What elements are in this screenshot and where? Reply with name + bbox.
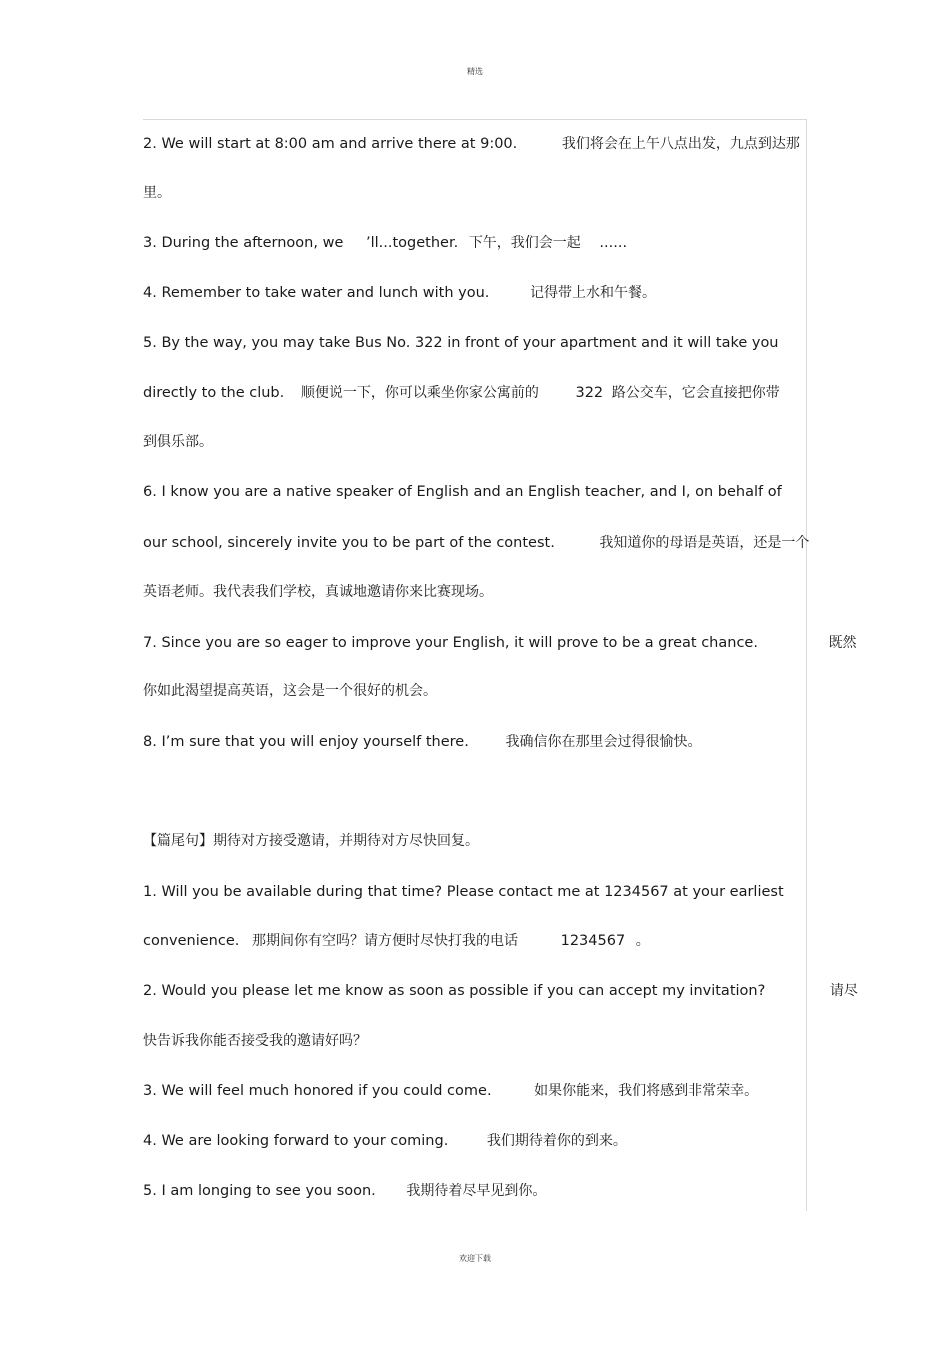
english-text: 3. We will feel much honored if you could come. <box>143 1083 492 1099</box>
route-number: 322 <box>575 385 604 401</box>
english-text: 3. During the afternoon, we <box>143 235 344 251</box>
sentence-line <box>143 135 800 153</box>
chinese-text: 到俱乐部。 <box>143 434 213 450</box>
sentence-line <box>143 534 809 552</box>
chinese-text: 我们将会在上午八点出发，九点到达那 <box>561 136 800 152</box>
page-footer: 欢迎下载 <box>459 1254 491 1263</box>
sentence-line <box>143 433 213 451</box>
sentence-line <box>143 733 701 751</box>
english-text: 4. Remember to take water and lunch with you. <box>143 285 490 301</box>
ellipsis-text: ...... <box>599 235 628 251</box>
sentence-line <box>143 932 650 950</box>
chinese-text: 我确信你在那里会过得很愉快。 <box>505 734 702 750</box>
sentence-line <box>143 1132 627 1150</box>
english-text: 5. I am longing to see you soon. <box>143 1183 376 1199</box>
phone-number: 1234567 <box>560 933 626 949</box>
sentence-line <box>143 384 780 402</box>
chinese-text: 我期待着尽早见到你。 <box>406 1183 547 1199</box>
section-heading <box>143 832 479 850</box>
english-text: directly to the club. <box>143 385 285 401</box>
chinese-text: 记得带上水和午餐。 <box>530 285 657 301</box>
english-text: 6. I know you are a native speaker of English and an English teacher, and I, on behalf of <box>143 484 782 500</box>
chinese-text: 我知道你的母语是英语，还是一个 <box>599 535 810 551</box>
chinese-text: 【篇尾句】期待对方接受邀请，并期待对方尽快回复。 <box>143 833 479 849</box>
english-text: 8. I’m sure that you will enjoy yourself there. <box>143 734 469 750</box>
english-text: 2. We will start at 8:00 am and arrive there at 9:00. <box>143 136 518 152</box>
english-text: 1. Will you be available during that time? Please contact me at 1234567 at your earliest <box>143 884 784 900</box>
sentence-line <box>143 682 437 700</box>
english-text: our school, sincerely invite you to be part of the contest. <box>143 535 555 551</box>
english-text: 2. Would you please let me know as soon as possible if you can accept my invitation? <box>143 983 766 999</box>
sentence-line <box>143 483 782 501</box>
english-text: 4. We are looking forward to your coming. <box>143 1133 449 1149</box>
chinese-text: 路公交车，它会直接把你带 <box>611 385 780 401</box>
chinese-text: 。 <box>635 933 650 949</box>
chinese-text: 那期间你有空吗？请方便时尽快打我的电话 <box>251 933 518 949</box>
english-text: ’ll...together. <box>365 235 459 251</box>
chinese-text: 请尽 <box>829 983 858 999</box>
chinese-text: 里。 <box>143 185 171 201</box>
sentence-line <box>143 1032 367 1050</box>
chinese-text: 如果你能来，我们将感到非常荣幸。 <box>534 1083 759 1099</box>
page-header: 精选 <box>467 67 483 76</box>
frame-border-right <box>806 119 807 1211</box>
chinese-text: 英语老师。我代表我们学校，真诚地邀请你来比赛现场。 <box>143 584 493 600</box>
sentence-line <box>143 184 171 202</box>
chinese-text: 下午，我们会一起 <box>468 235 581 251</box>
sentence-line <box>143 1182 546 1200</box>
chinese-text: 顺便说一下，你可以乘坐你家公寓前的 <box>300 385 539 401</box>
sentence-line <box>143 284 656 302</box>
sentence-line <box>143 1082 758 1100</box>
chinese-text: 我们期待着你的到来。 <box>486 1133 627 1149</box>
chinese-text: 既然 <box>828 635 857 651</box>
english-text: 5. By the way, you may take Bus No. 322 in front of your apartment and it will take you <box>143 335 779 351</box>
sentence-line <box>143 583 493 601</box>
sentence-line <box>143 334 779 352</box>
chinese-text: 快告诉我你能否接受我的邀请好吗？ <box>143 1033 367 1049</box>
sentence-line <box>143 883 784 901</box>
sentence-line <box>143 234 627 252</box>
sentence-line <box>143 634 857 652</box>
sentence-line <box>143 982 858 1000</box>
english-text: convenience. <box>143 933 240 949</box>
chinese-text: 你如此渴望提高英语，这会是一个很好的机会。 <box>143 683 437 699</box>
frame-border-top <box>143 119 807 120</box>
english-text: 7. Since you are so eager to improve your English, it will prove to be a great chance. <box>143 635 758 651</box>
